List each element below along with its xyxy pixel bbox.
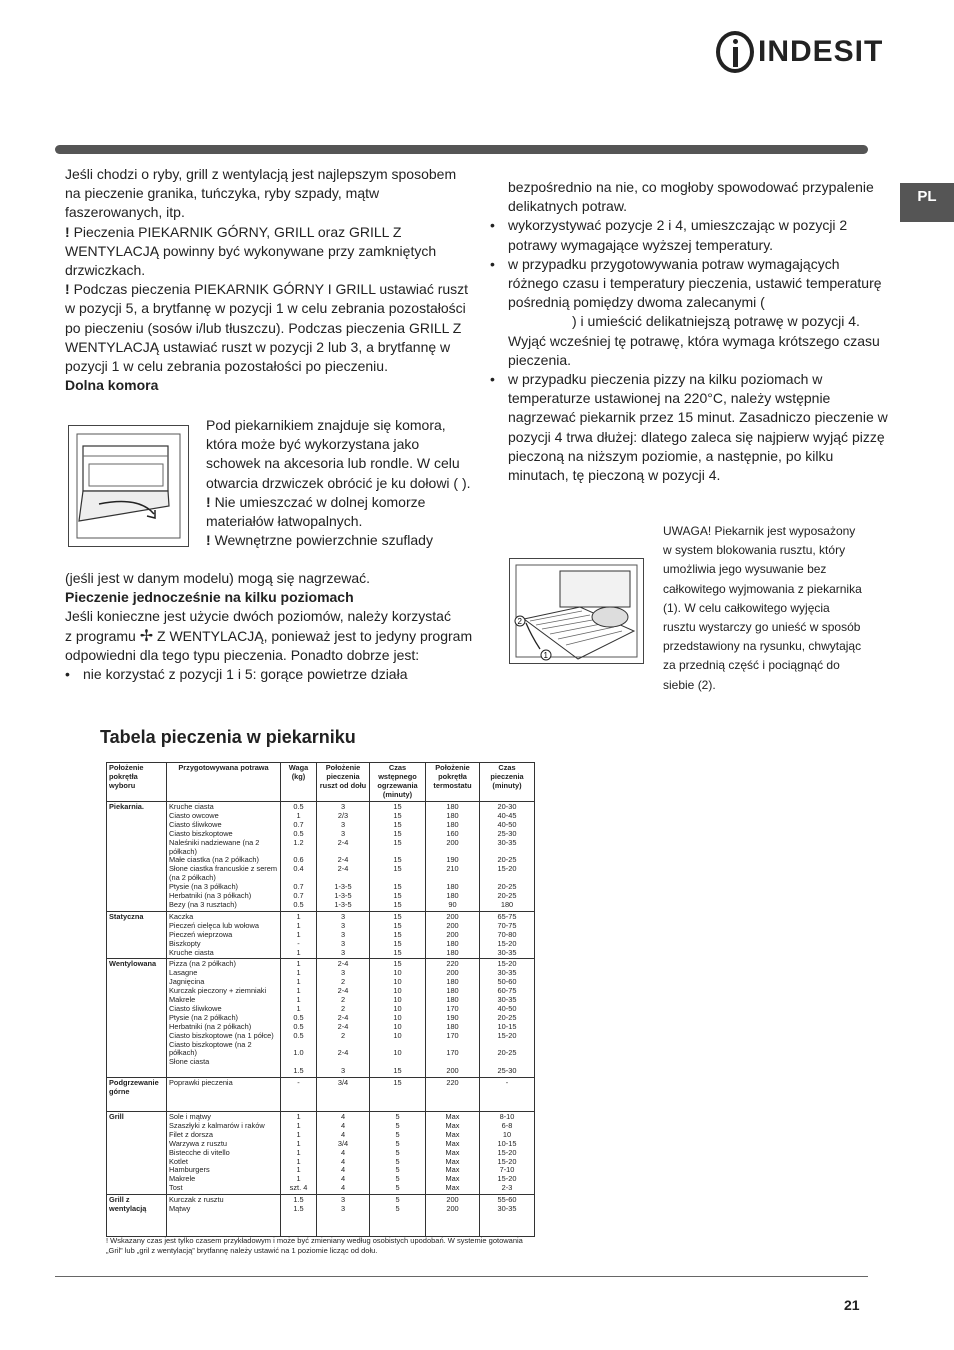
table-cell: 1.5 1.5 [281,1195,317,1237]
mode-cell: Piekarnia. [107,802,167,912]
tips-list [490,216,890,485]
table-row [107,802,535,912]
mode-cell: Grill [107,1112,167,1195]
table-cell: 8-10 6-8 10 10-15 15-20 15-20 7-10 15-20 2-3 [480,1112,535,1195]
table-cell: Max Max Max Max Max Max Max Max Max [426,1112,480,1195]
mode-cell: Grill z wentylacją [107,1195,167,1237]
lock-warning: UWAGA! Piekarnik jest wyposażony w system blokowania rusztu, który umożliwia jego wysuwanie bez całkowitego wyjmowania z piekarnika (1). W celu całkowitego wyjęcia rusztu wystarczy go unieść w sposób przedstawiony na rysunku, chwytając za przednią część i pociągnąć do siebie (2). [663,524,862,692]
fan-icon: ✢ [139,627,154,645]
fig-label-2: 2 [517,617,522,626]
col-header: Położenie pieczenia ruszt od dołu [317,763,370,802]
col-header: Położenie pokrętła wyboru [107,763,167,802]
heading-multilevel: Pieczenie jednocześnie na kilku poziomach [65,589,354,606]
multilevel-line1: Jeśli konieczne jest użycie dwóch poziomów, należy korzystać [65,608,451,625]
table-cell: 0.5 1 0.7 0.5 1.2 0.6 0.4 0.7 0.7 0.5 [281,802,317,912]
table-row [107,1078,535,1112]
table-cell: 15 15 15 15 15 [370,911,426,959]
table-cell: 220 [426,1078,480,1112]
table-cell: 15-20 30-35 50-60 60-75 30-35 40-50 20-25 10-15 15-20 20-25 25-30 [480,959,535,1078]
table-header-row [107,763,535,802]
para-warning-1: ! Pieczenia PIEKARNIK GÓRNY, GRILL oraz GRILL Z WENTYLACJĄ powinny być wykonywane przy zamkniętych drzwiczkach. [65,223,437,279]
table-row [107,959,535,1078]
brand-name: INDESIT [758,35,884,68]
table-cell: - [480,1078,535,1112]
heading-dolna-komora: Dolna komora [65,377,159,394]
brand-logo [716,30,883,74]
table-row [107,1195,535,1237]
table-cell: 3 2/3 3 3 2-4 2-4 2-4 1-3-5 1-3-5 1-3-5 [317,802,370,912]
table-cell: Kaczka Pieczeń cielęca lub wołowa Pieczeń wieprzowa Biszkopty Kruche ciasta [167,911,281,959]
table-cell: 15 15 15 15 15 15 15 15 15 15 [370,802,426,912]
dolna-text-block [206,416,471,550]
lower-compartment-figure [68,425,189,547]
page-number: 21 [844,1297,860,1313]
table-note: ! Wskazany czas jest tylko czasem przykładowym i może być zmieniany według osobistych upodobań. W systemie gotowania „Gril” lub „gril z wentylacją” brytfannę należy ustawić na 1 poziomie licząc od dołu. [106,1236,523,1255]
list-item: • w przypadku przygotowywania potraw wymagających różnego czasu i temperatury pieczenia, ustawić temperaturę pośrednią pomiędzy dwoma zalecanymi ( ) i umieścić delikatniejszą potrawę w pozycji 4. Wyjąć wcześniej tę potrawę, która wymaga krótszego czasu pieczenia. [490,255,890,370]
table-cell: 15 10 10 10 10 10 10 10 10 10 15 [370,959,426,1078]
table-row [107,911,535,959]
dolna-warning-2-cont: (jeśli jest w danym modelu) mogą się nagrzewać. [65,570,371,586]
table-cell: 220 200 180 180 180 170 190 180 170 170 200 [426,959,480,1078]
mode-cell: Wentylowana [107,959,167,1078]
table-cell: 5 5 5 5 5 5 5 5 5 [370,1112,426,1195]
multilevel-line2: z programu ✢ Z WENTYLACJĄ, ponieważ jest to jedyny program odpowiedni dla tego typu pieczenia. Ponadto dobrze jest: [65,627,473,663]
col-header: Waga (kg) [281,763,317,802]
table-cell: Poprawki pieczenia [167,1078,281,1112]
table-cell: 200 200 [426,1195,480,1237]
baking-table [106,762,535,1237]
table-cell: 3 3 3 3 3 [317,911,370,959]
col-header: Położenie pokrętła termostatu [426,763,480,802]
table-cell: Sole i mątwy Szaszłyki z kalmarów i raków Filet z dorsza Warzywa z rusztu Bistecche di vitello Kotlet Hamburgers Makrele Tost [167,1112,281,1195]
left-column-lower [65,569,475,684]
para-fish: Jeśli chodzi o ryby, grill z wentylacją jest najlepszym sposobem na pieczenie granika, tuńczyka, ryby szpady, mątw faszerowanych, itp. [65,166,457,221]
multilevel-list [65,665,475,684]
col-header: Czas wstępnego ogrzewania (minuty) [370,763,426,802]
footer-rule [55,1276,868,1277]
list-item: • nie korzystać z pozycji 1 i 5: gorące powietrze działa [65,665,475,684]
table-cell: Pizza (na 2 półkach) Lasagne Jagnięcina Kurczak pieczony + ziemniaki Makrele Ciasto śliwkowe Ptysie (na 2 półkach) Herbatniki (na 2 półkach) Ciasto biszkoptowe (na 1 półce) Ciasto biszkoptowe (na 2 półkach) Słone ciasta [167,959,281,1078]
table-cell: 200 200 200 180 180 [426,911,480,959]
col-header: Czas pieczenia (minuty) [480,763,535,802]
dolna-description: Pod piekarnikiem znajduje się komora, która może być wykorzystana jako schowek na akcesoria lub rondle. W celu otwarcia drzwiczek obrócić je ku dołowi ( ). [206,417,471,491]
table-cell: 65-75 70-75 70-80 15-20 30-35 [480,911,535,959]
table-cell: 3/4 [317,1078,370,1112]
list-item: • wykorzystywać pozycje 2 i 4, umieszczając w pozycji 2 potrawy wymagające wyższej temperatury. [490,216,890,254]
table-cell: 20-30 40-45 40-50 25-30 30-35 20-25 15-20 20-25 20-25 180 [480,802,535,912]
language-tab: PL [900,183,954,222]
table-cell: 1 1 1 1 1 1 0.5 0.5 0.5 1.0 1.5 [281,959,317,1078]
table-title: Tabela pieczenia w piekarniku [100,727,356,747]
col-header: Przygotowywana potrawa [167,763,281,802]
table-cell: 180 180 180 160 200 190 210 180 180 90 [426,802,480,912]
table-cell: 4 4 4 3/4 4 4 4 4 4 [317,1112,370,1195]
table-cell: 3 3 [317,1195,370,1237]
table-cell: 2-4 3 2 2-4 2 2 2-4 2-4 2 2-4 3 [317,959,370,1078]
para-warning-2: ! Podczas pieczenia PIEKARNIK GÓRNY I GRILL ustawiać ruszt w pozycji 5, a brytfannę w pozycji 1 w celu zebrania pozostałości po pieczeniu (sosów i/lub tłuszczu). Podczas pieczenia GRILL Z WENTYLACJĄ ustawiać ruszt w pozycji 2 lub 3, a brytfannę w pozycji 1 w celu zebrania pozostałości po pieczeniu. [65,281,469,375]
dolna-warning: ! Nie umieszczać w dolnej komorze materiałów łatwopalnych. [206,493,426,530]
header-rule [55,145,868,154]
table-cell: 5 5 [370,1195,426,1237]
table-cell: 55-60 30-35 [480,1195,535,1237]
dolna-warning-2: ! Wewnętrzne powierzchnie szuflady [206,532,433,549]
table-cell: - [281,1078,317,1112]
mode-cell: Statyczna [107,911,167,959]
right-column [490,178,890,485]
table-cell: Kruche ciasta Ciasto owcowe Ciasto śliwkowe Ciasto biszkoptowe Naleśniki nadziewane (na 2 półkach) Małe ciastka (na 2 półkach) Słone ciastka francuskie z serem (na 2 półkach) Ptysie (na 3 półkach) Herbatniki (na 3 półkach) Bezy (na 3 rusztach) [167,802,281,912]
rack-figure [509,558,644,664]
bullet-continuation: bezpośrednio na nie, co mogłoby spowodować przypalenie delikatnych potraw. [508,179,874,215]
table-row [107,1112,535,1195]
list-item: • w przypadku pieczenia pizzy na kilku poziomach w temperaturze ustawionej na 220°C, należy wstępnie nagrzewać piekarnik przez 15 minut. Zasadniczo pieczenie w pozycji 4 trwa dłużej: dlatego zaleca się najpierw wyjąć pizzę pieczoną na niższym poziomie, a następnie, po kilku minutach, tę pieczoną w pozycji 4. [490,370,890,485]
fig-label-1: 1 [543,651,548,660]
table-cell: Kurczak z rusztu Mątwy [167,1195,281,1237]
left-column [65,165,475,395]
table-cell: 1 1 1 - 1 [281,911,317,959]
indesit-logo-icon [716,31,754,73]
mode-cell: Podgrzewanie górne [107,1078,167,1112]
table-cell: 15 [370,1078,426,1112]
table-cell: 1 1 1 1 1 1 1 1 szt. 4 [281,1112,317,1195]
